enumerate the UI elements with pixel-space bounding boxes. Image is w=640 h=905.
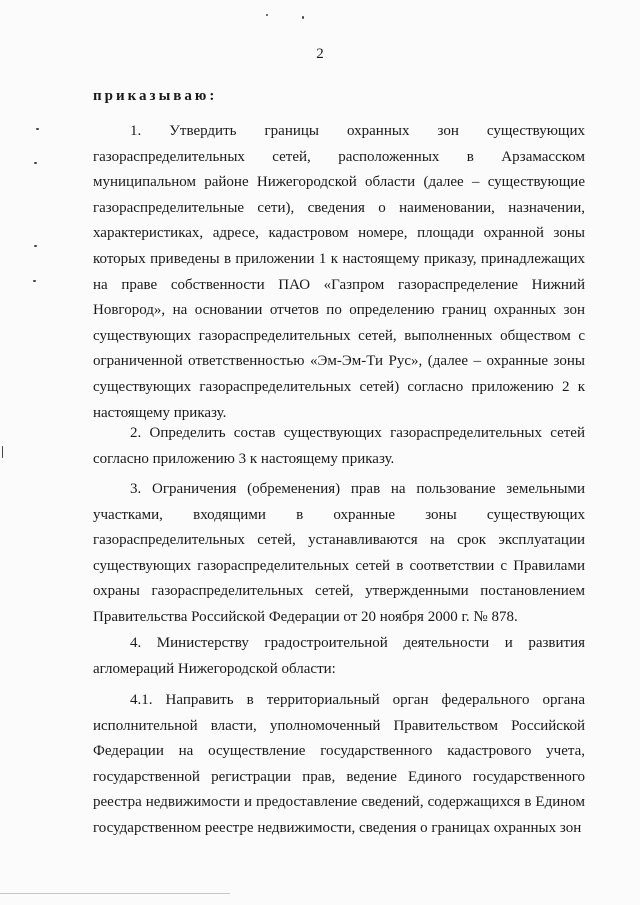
- scan-speck: [36, 128, 39, 130]
- paragraph-4-1: 4.1. Направить в территориальный орган федерального органа исполнительной власти, уполномоченный Правительством Российской Федерации на осуществление государственного кадастрового учета, государственной регистрации прав, ведение Единого государственного реестра недвижимости и предоставление сведений, содержащихся в Едином государственном реестре недвижимости, сведения о границах охранных зон: [93, 692, 585, 836]
- scan-speck: [2, 446, 3, 458]
- scan-edge-line: [0, 893, 230, 894]
- paragraph-4: 4. Министерству градостроительной деятельности и развития агломераций Нижегородской области:: [93, 635, 585, 677]
- page-number: 2: [316, 46, 324, 62]
- scan-speck: [302, 16, 304, 19]
- paragraph-3: 3. Ограничения (обременения) прав на пользование земельными участками, входящими в охранные зоны существующих газораспределительных сетей, устанавливаются на срок эксплуатации существующих газораспределительных сетей в соответствии с Правилами охраны газораспределительных сетей, утвержденными постановлением Правительства Российской Федерации от 20 ноября 2000 г. № 878.: [93, 481, 585, 625]
- scan-speck: [33, 280, 36, 282]
- scan-speck: [34, 162, 37, 164]
- paragraph-1: 1. Утвердить границы охранных зон существующих газораспределительных сетей, расположенных в Арзамасском муниципальном районе Нижегородской области (далее – существующие газораспределительные сети), сведения о наименовании, назначении, характеристиках, адресе, кадастровом номере, площади охранной зоны которых приведены в приложении 1 к настоящему приказу, принадлежащих на праве собственности ПАО «Газпром газораспределение Нижний Новгород», на основании отчетов по определению границ охранных зон существующих газораспределительных сетей, выполненных обществом с ограниченной ответственностью «Эм-Эм-Ти Рус», (далее – охранные зоны существующих газораспределительных сетей) согласно приложению 2 к настоящему приказу.: [93, 123, 585, 421]
- scan-speck: [266, 14, 268, 16]
- order-heading: приказываю:: [93, 88, 218, 104]
- paragraph-2: 2. Определить состав существующих газораспределительных сетей согласно приложению 3 к настоящему приказу.: [93, 425, 585, 467]
- scan-speck: [34, 245, 37, 247]
